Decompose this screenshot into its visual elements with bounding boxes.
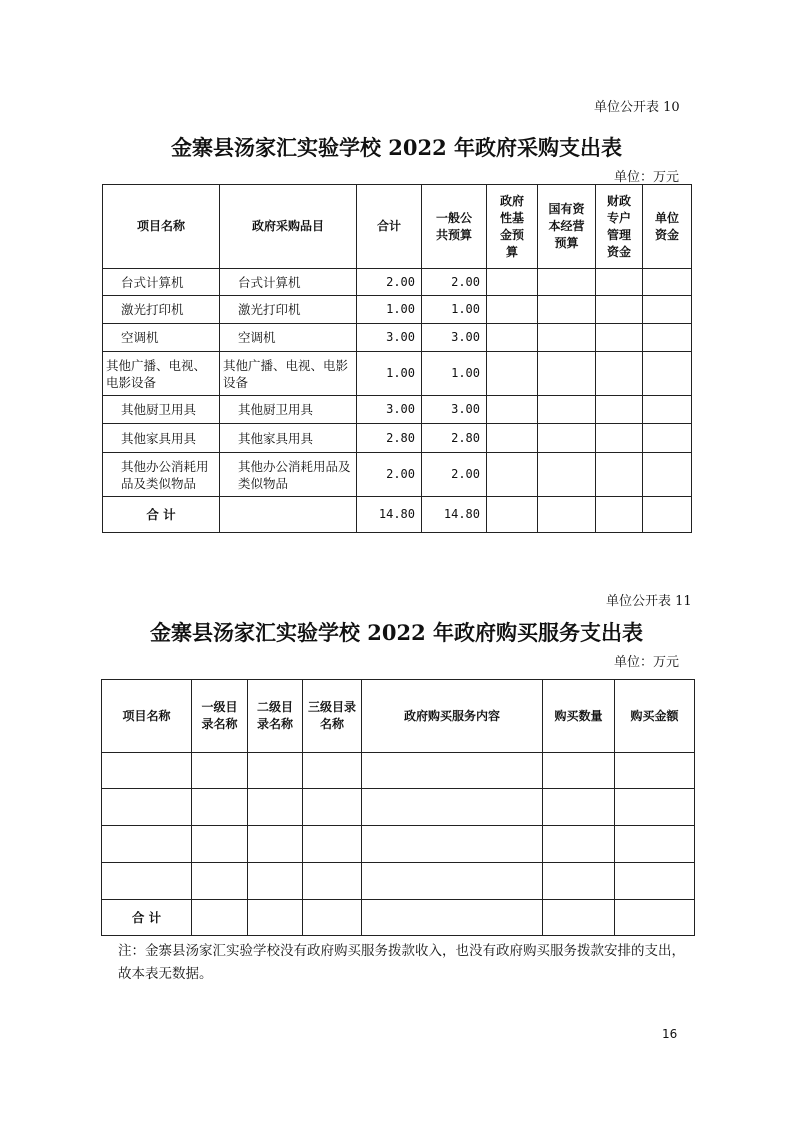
row-general-budget: 1.00 (422, 296, 487, 324)
row-general-budget: 2.00 (422, 269, 487, 296)
table-row (102, 863, 695, 900)
table-row (103, 352, 692, 396)
table-row (103, 453, 692, 497)
table11-title: 金寨县汤家汇实验学校 2022 年政府购买服务支出表 (149, 620, 644, 645)
procurement-table (102, 184, 692, 533)
header-fund-budget: 政府性基金预算 (487, 185, 538, 269)
note-text: 注：金寨县汤家汇实验学校没有政府购买服务拨款收入，也没有政府购买服务拨款安排的支出，故本表无数据。 (118, 943, 685, 982)
page-number: 16 (662, 1027, 678, 1041)
table-row (102, 789, 695, 826)
header-project-name: 项目名称 (103, 185, 220, 269)
row-total: 3.00 (357, 324, 422, 352)
table11-label: 单位公开表 11 (606, 594, 692, 609)
header-service-content: 政府购买服务内容 (362, 680, 543, 753)
header-procurement-item: 政府采购品目 (220, 185, 357, 269)
row-general-budget: 3.00 (422, 324, 487, 352)
row-total: 2.80 (357, 424, 422, 453)
service-purchase-table (101, 679, 695, 936)
row-general-budget: 2.80 (422, 424, 487, 453)
row-procurement-item: 空调机 (220, 324, 357, 352)
header-project-name: 项目名称 (102, 680, 192, 753)
row-procurement-item: 台式计算机 (220, 269, 357, 296)
table-row (103, 396, 692, 424)
row-procurement-item: 其他厨卫用具 (220, 396, 357, 424)
table11-unit: 单位：万元 (614, 655, 680, 670)
table-row (103, 324, 692, 352)
row-general-budget: 1.00 (422, 352, 487, 396)
header-general-budget: 一般公共预算 (422, 185, 487, 269)
row-procurement-item: 其他家具用具 (220, 424, 357, 453)
header-level2-catalog: 二级目录名称 (248, 680, 303, 753)
header-unit-fund: 单位资金 (643, 185, 692, 269)
row-general-budget: 3.00 (422, 396, 487, 424)
table-row (103, 424, 692, 453)
header-level3-catalog: 三级目录名称 (303, 680, 362, 753)
total-row (102, 900, 695, 936)
row-project-name: 其他家具用具 (103, 424, 220, 453)
row-project-name: 其他广播、电视、电影设备 (103, 352, 220, 396)
total-label: 合 计 (103, 497, 220, 533)
header-special-account-fund: 财政专户管理资金 (596, 185, 643, 269)
table-row (103, 296, 692, 324)
table10-label: 单位公开表 10 (594, 100, 680, 115)
row-procurement-item: 其他办公消耗用品及类似物品 (220, 453, 357, 497)
row-project-name: 空调机 (103, 324, 220, 352)
row-total: 2.00 (357, 269, 422, 296)
total-row (103, 497, 692, 533)
table-row (102, 753, 695, 789)
header-level1-catalog: 一级目录名称 (192, 680, 248, 753)
header-amount: 购买金额 (615, 680, 695, 753)
total-sum: 14.80 (357, 497, 422, 533)
header-total: 合计 (357, 185, 422, 269)
row-total: 1.00 (357, 296, 422, 324)
row-project-name: 其他办公消耗用品及类似物品 (103, 453, 220, 497)
row-general-budget: 2.00 (422, 453, 487, 497)
row-total: 1.00 (357, 352, 422, 396)
table10-title: 金寨县汤家汇实验学校 2022 年政府采购支出表 (170, 135, 623, 160)
row-project-name: 激光打印机 (103, 296, 220, 324)
row-total: 2.00 (357, 453, 422, 497)
table-row (102, 826, 695, 863)
total-general-budget: 14.80 (422, 497, 487, 533)
row-total: 3.00 (357, 396, 422, 424)
row-procurement-item: 其他广播、电视、电影设备 (220, 352, 357, 396)
total-label: 合 计 (102, 900, 192, 936)
table10-unit: 单位：万元 (614, 170, 680, 185)
header-state-capital-budget: 国有资本经营预算 (538, 185, 596, 269)
row-project-name: 其他厨卫用具 (103, 396, 220, 424)
row-project-name: 台式计算机 (103, 269, 220, 296)
table-row (103, 269, 692, 296)
row-procurement-item: 激光打印机 (220, 296, 357, 324)
header-quantity: 购买数量 (543, 680, 615, 753)
